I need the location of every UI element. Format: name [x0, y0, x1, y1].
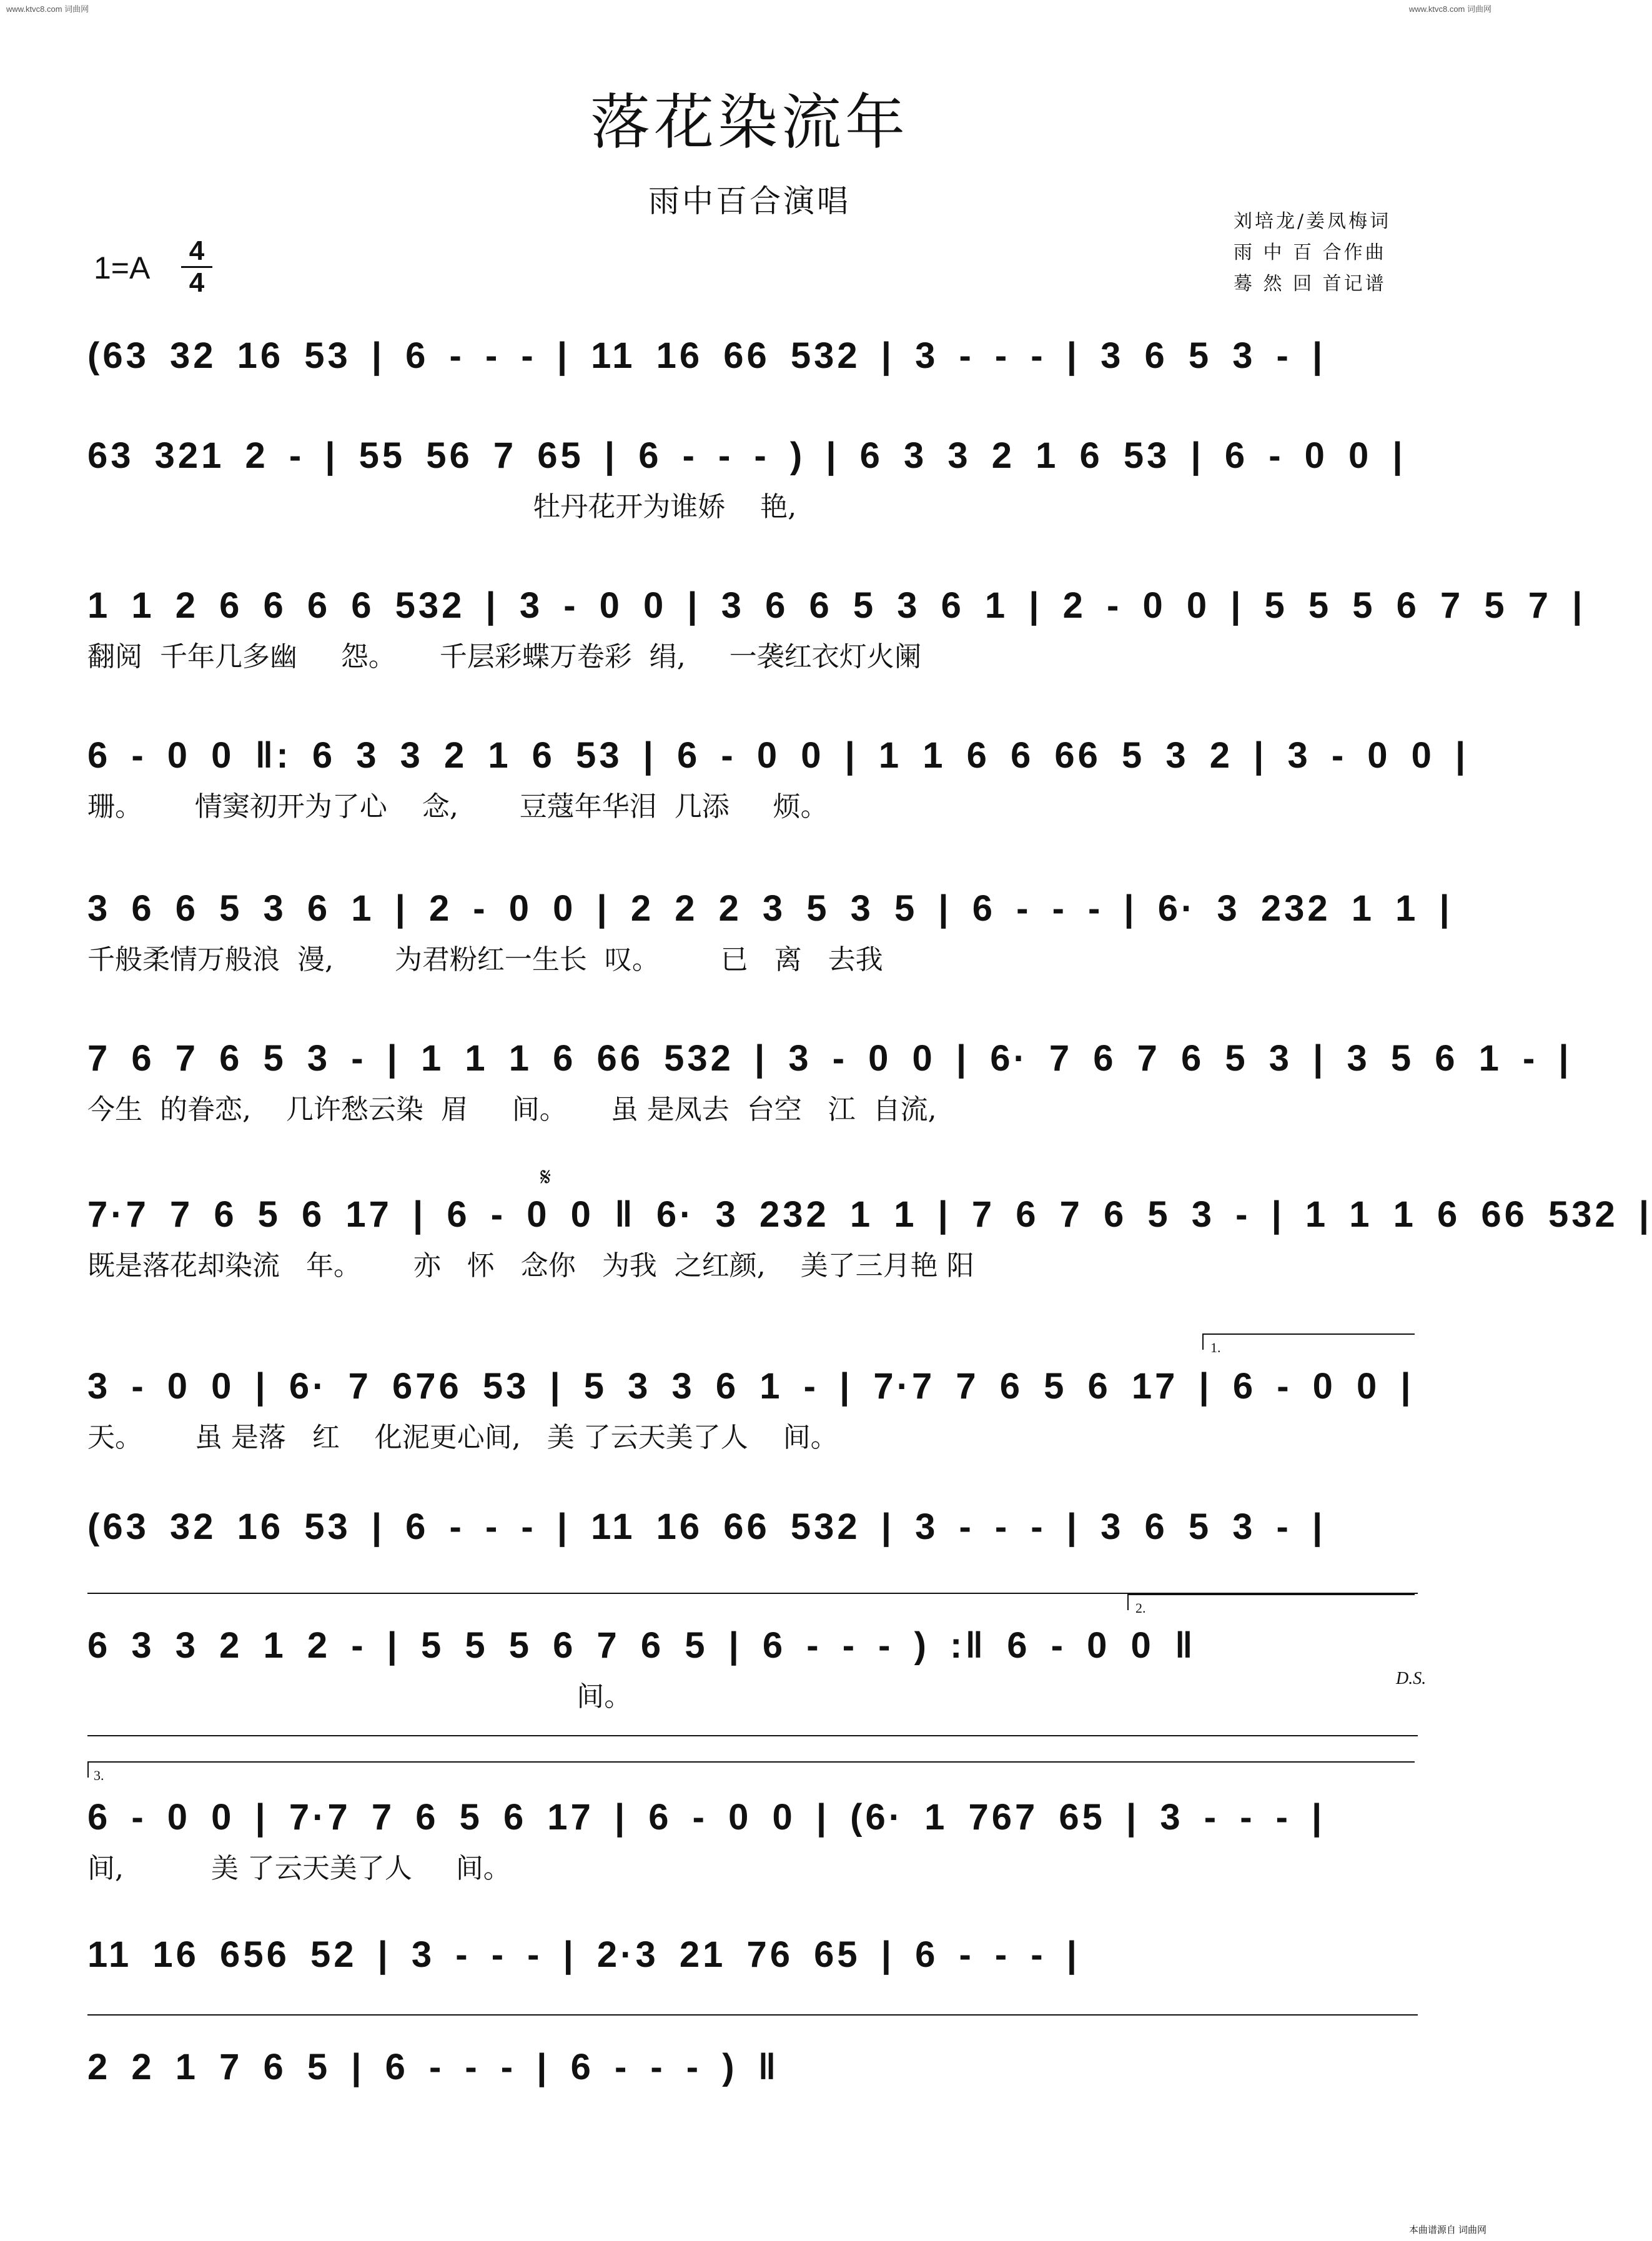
- volta-1-bracket: [1202, 1333, 1415, 1335]
- footer-source: 本曲谱源自 词曲网: [1408, 2225, 1486, 2235]
- section-divider: [87, 2014, 1418, 2016]
- lyric-line: [87, 388, 1418, 426]
- volta-1-bracket-start: [1202, 1333, 1204, 1350]
- segno-sign: 𝄋: [540, 1163, 551, 1192]
- time-signature-bottom: 4: [181, 266, 212, 298]
- notation-line: 7·7 7 6 5 6 17 | 6 - 0 0 ‖ 6· 3 232 1 1 | 7 6 7 6 5 3 - | 1 1 1 6 66 532 |: [87, 1194, 1652, 1235]
- notation-line: 3 6 6 5 3 6 1 | 2 - 0 0 | 2 2 2 3 5 3 5 | 6 - - - | 6· 3 232 1 1 |: [87, 888, 1453, 929]
- lyric-line: 千般柔情万般浪 漫, 为君粉红一生长 叹。 已 离 去我: [87, 944, 883, 976]
- lyric-line: [87, 1560, 1418, 1597]
- lyric-line: 今生 的眷恋, 几许愁云染 眉 间。 虽 是凤去 台空 江 自流,: [87, 1094, 937, 1125]
- volta-2-bracket-start: [1127, 1594, 1129, 1610]
- notation-line: (63 32 16 53 | 6 - - - | 11 16 66 532 | 3 - - - | 3 6 5 3 - |: [87, 1506, 1326, 1547]
- notation-line: 3 - 0 0 | 6· 7 676 53 | 5 3 3 6 1 - | 7·7 7 6 5 6 17 | 6 - 0 0 |: [87, 1366, 1414, 1407]
- watermark-right: www.ktvc8.com 词曲网: [1408, 4, 1491, 14]
- credit-lyricist: 刘培龙/姜凤梅词: [1234, 210, 1392, 232]
- lyric-line: 间, 美 了云天美了人 间。: [87, 1853, 511, 1884]
- notation-line: 7 6 7 6 5 3 - | 1 1 1 6 66 532 | 3 - 0 0 | 6· 7 6 7 6 5 3 | 3 5 6 1 - |: [87, 1038, 1572, 1079]
- page-title: 落花染流年: [590, 87, 909, 157]
- volta-1-label: 1.: [1210, 1340, 1221, 1355]
- section-divider: [87, 1735, 1418, 1736]
- lyric-line: 珊。 情窦初开为了心 念, 豆蔻年华泪 几添 烦。: [87, 791, 828, 823]
- lyric-line: 间。: [87, 1681, 632, 1713]
- notation-line: 2 2 1 7 6 5 | 6 - - - | 6 - - - ) ‖: [87, 2047, 779, 2087]
- volta-3-label: 3.: [94, 1768, 104, 1783]
- ds-mark: D.S.: [1396, 1669, 1427, 1688]
- watermark-left: www.ktvc8.com 词曲网: [6, 4, 89, 14]
- credit-transcriber: 蓦 然 回 首记谱: [1234, 273, 1387, 295]
- volta-2-bracket: [1127, 1594, 1415, 1595]
- notation-line: 1 1 2 6 6 6 6 532 | 3 - 0 0 | 3 6 6 5 3 6 1 | 2 - 0 0 | 5 5 5 6 7 5 7 |: [87, 585, 1586, 626]
- credit-composer: 雨 中 百 合作曲: [1234, 242, 1387, 264]
- subtitle: 雨中百合演唱: [648, 183, 851, 219]
- notation-line: 6 3 3 2 1 2 - | 5 5 5 6 7 6 5 | 6 - - - ) :‖ 6 - 0 0 ‖: [87, 1625, 1196, 1666]
- notation-line: (63 32 16 53 | 6 - - - | 11 16 66 532 | 3 - - - | 3 6 5 3 - |: [87, 335, 1326, 376]
- lyric-line: 既是落花却染流 年。 亦 怀 念你 为我 之红颜, 美了三月艳 阳: [87, 1250, 974, 1282]
- lyric-line: 翻阅 千年几多幽 怨。 千层彩蝶万卷彩 绢, 一袭红衣灯火阑: [87, 641, 922, 673]
- key-signature: 1=A: [94, 250, 151, 285]
- volta-3-bracket-start: [87, 1761, 89, 1778]
- time-signature: [181, 236, 212, 298]
- time-signature-top: 4: [189, 235, 205, 266]
- notation-line: 6 - 0 0 ‖: 6 3 3 2 1 6 53 | 6 - 0 0 | 1 1 6 6 66 5 3 2 | 3 - 0 0 |: [87, 735, 1469, 776]
- credits: [1234, 206, 1391, 300]
- volta-3-bracket: [87, 1761, 1415, 1763]
- notation-line: 63 321 2 - | 55 56 7 65 | 6 - - - ) | 6 3 3 2 1 6 53 | 6 - 0 0 |: [87, 435, 1406, 476]
- notation-line: 6 - 0 0 | 7·7 7 6 5 6 17 | 6 - 0 0 | (6· 1 767 65 | 3 - - - |: [87, 1797, 1325, 1838]
- lyric-line: 牡丹花开为谁娇 艳,: [87, 491, 797, 523]
- volta-2-label: 2.: [1135, 1600, 1146, 1616]
- lyric-line: 天。 虽 是落 红 化泥更心间, 美 了云天美了人 间。: [87, 1422, 838, 1453]
- notation-line: 11 16 656 52 | 3 - - - | 2·3 21 76 65 | 6 - - - |: [87, 1934, 1080, 1975]
